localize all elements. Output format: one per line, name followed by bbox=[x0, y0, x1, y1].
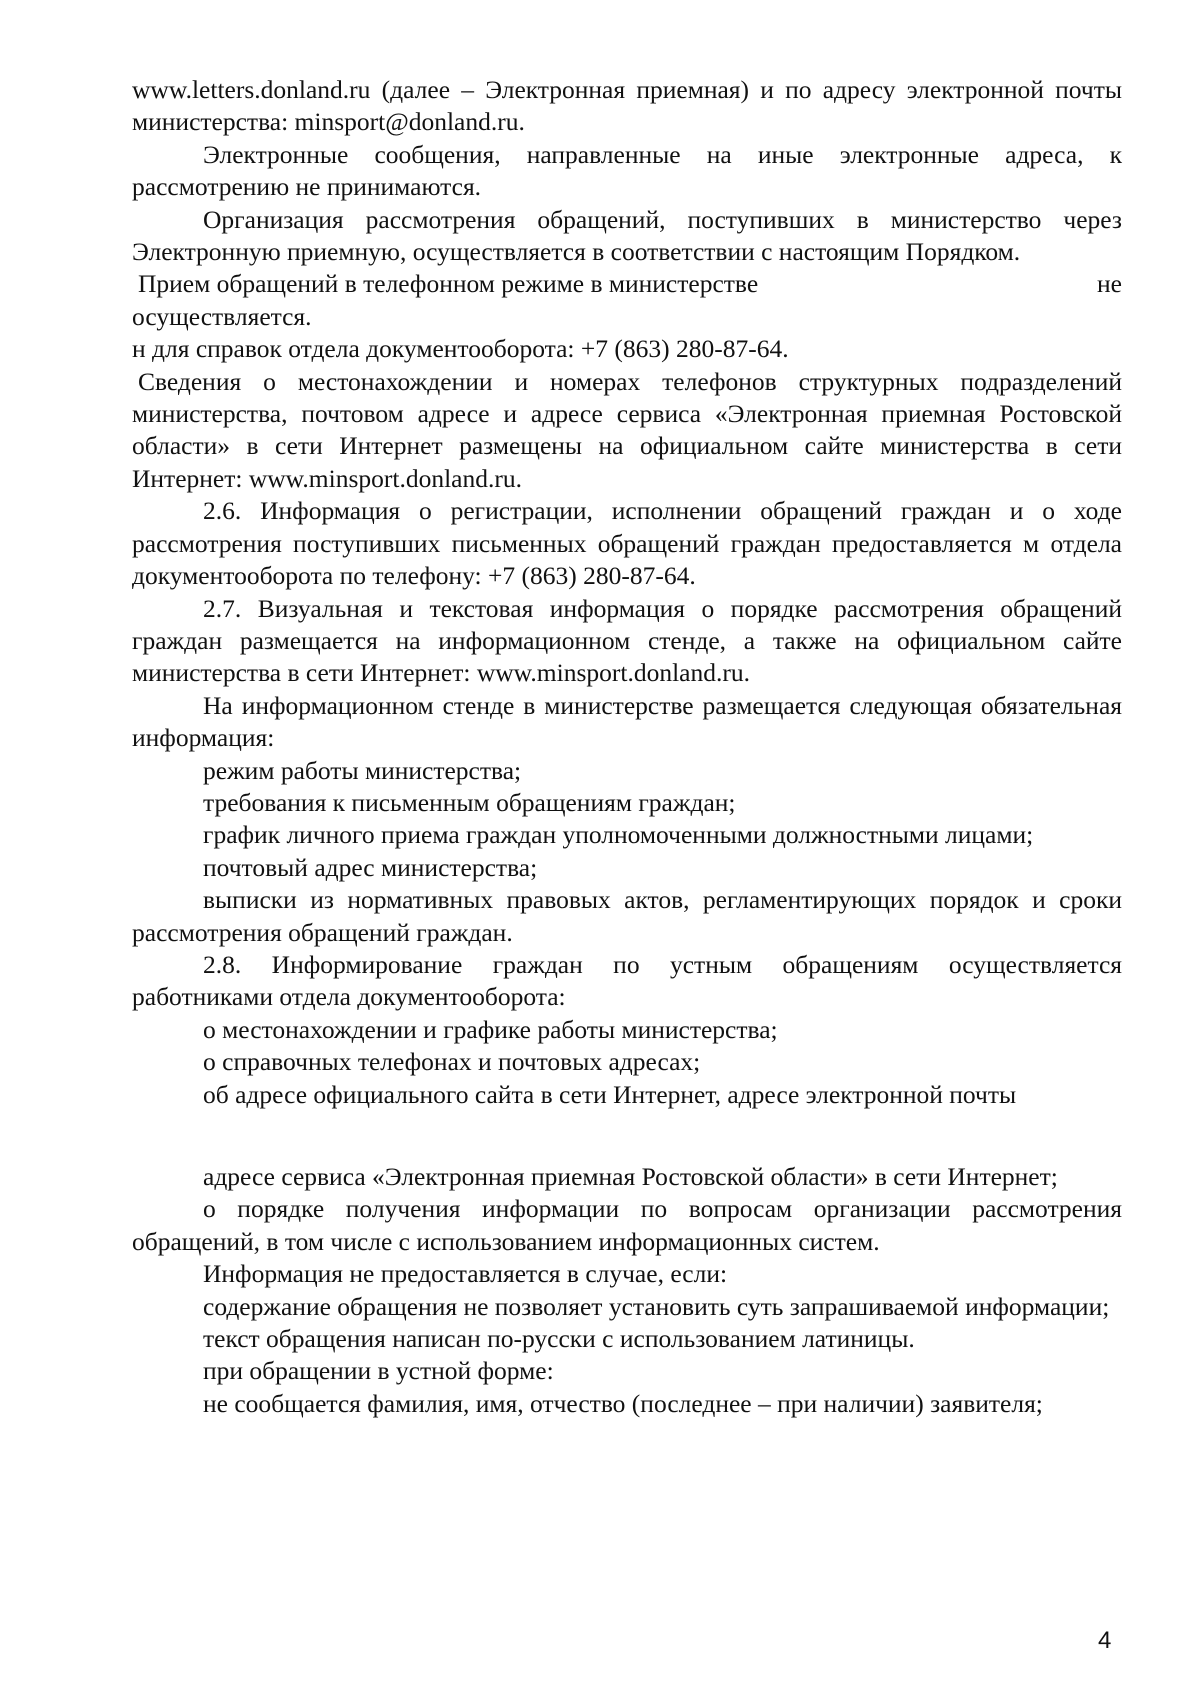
list-item-latin-text: текст обращения написан по-русски с использованием латиницы. bbox=[203, 1324, 915, 1354]
document-page bbox=[132, 74, 1122, 1420]
paragraph-reference-phone: н для справок отдела документооборота: +7 (863) 280-87-64. bbox=[132, 334, 789, 364]
list-item-postal-address: почтовый адрес министерства; bbox=[203, 852, 538, 882]
paragraph-2-6: 2.6. Информация о регистрации, исполнении обращений граждан и о ходе рассмотрения поступивших письменных обращений граждан предоставляется м отдела документооборота по телефону: +7 (863) 280-87-64. bbox=[132, 496, 1122, 591]
paragraph-organization: Организация рассмотрения обращений, поступивших в министерство через Электронную приемную, осуществляется в соответствии с настоящим Порядком. bbox=[132, 204, 1122, 267]
paragraph-other-addresses: Электронные сообщения, направленные на иные электронные адреса, к рассмотрению не принимаются. bbox=[132, 139, 1122, 202]
paragraph-2-7: 2.7. Визуальная и текстовая информация о порядке рассмотрения обращений граждан размещается на информационном стенде, а также на официальном сайте министерства в сети Интернет: www.minsport.donland.ru. bbox=[132, 593, 1122, 688]
paragraph-electronic-reception: www.letters.donland.ru (далее – Электронная приемная) и по адресу электронной почты министерства: minsport@donland.ru. bbox=[132, 75, 1122, 137]
list-item-phones-addresses: о справочных телефонах и почтовых адресах; bbox=[203, 1047, 701, 1077]
list-item-no-name: не сообщается фамилия, имя, отчество (последнее – при наличии) заявителя; bbox=[203, 1388, 1043, 1418]
paragraph-phone-mode-end: осуществляется. bbox=[132, 301, 312, 331]
list-item-location-schedule: о местонахождении и графике работы министерства; bbox=[203, 1014, 778, 1044]
phone-mode-not: не bbox=[1097, 269, 1122, 299]
list-item-website-email: об адресе официального сайта в сети Интернет, адресе электронной почты bbox=[203, 1079, 1017, 1109]
list-item-oral-form: при обращении в устной форме: bbox=[203, 1356, 554, 1386]
blank-gap bbox=[132, 1111, 1122, 1161]
paragraph-stand-info: На информационном стенде в министерстве размещается следующая обязательная информация: bbox=[132, 690, 1122, 753]
list-item-info-procedure: о порядке получения информации по вопросам организации рассмотрения обращений, в том числе с использованием информационных систем. bbox=[132, 1194, 1122, 1256]
paragraph-location-info: Сведения о местонахождении и номерах телефонов структурных подразделений министерства, почтовом адресе и адресе сервиса «Электронная приемная Ростовской области» в сети Интернет размещены на официальном сайте министерства в сети Интернет: www.minsport.donland.ru. bbox=[132, 366, 1122, 493]
list-item-content-unclear: содержание обращения не позволяет установить суть запрашиваемой информации; bbox=[203, 1291, 1110, 1321]
list-item-work-schedule: режим работы министерства; bbox=[203, 755, 522, 785]
paragraph-info-not-provided: Информация не предоставляется в случае, если: bbox=[203, 1259, 728, 1289]
list-item-requirements: требования к письменным обращениям граждан; bbox=[203, 787, 736, 817]
paragraph-phone-mode bbox=[132, 268, 1122, 300]
list-item-legal-extracts: выписки из нормативных правовых актов, регламентирующих порядок и сроки рассмотрения обращений граждан. bbox=[132, 885, 1122, 947]
page-number: 4 bbox=[1098, 1627, 1112, 1654]
list-item-reception-schedule: график личного приема граждан уполномоченными должностными лицами; bbox=[203, 820, 1034, 850]
list-item-electronic-reception-service: адресе сервиса «Электронная приемная Ростовской области» в сети Интернет; bbox=[203, 1162, 1058, 1191]
paragraph-2-8: 2.8. Информирование граждан по устным обращениям осуществляется работниками отдела документооборота: bbox=[132, 949, 1122, 1012]
phone-mode-text: Прием обращений в телефонном режиме в министерстве bbox=[138, 269, 759, 299]
